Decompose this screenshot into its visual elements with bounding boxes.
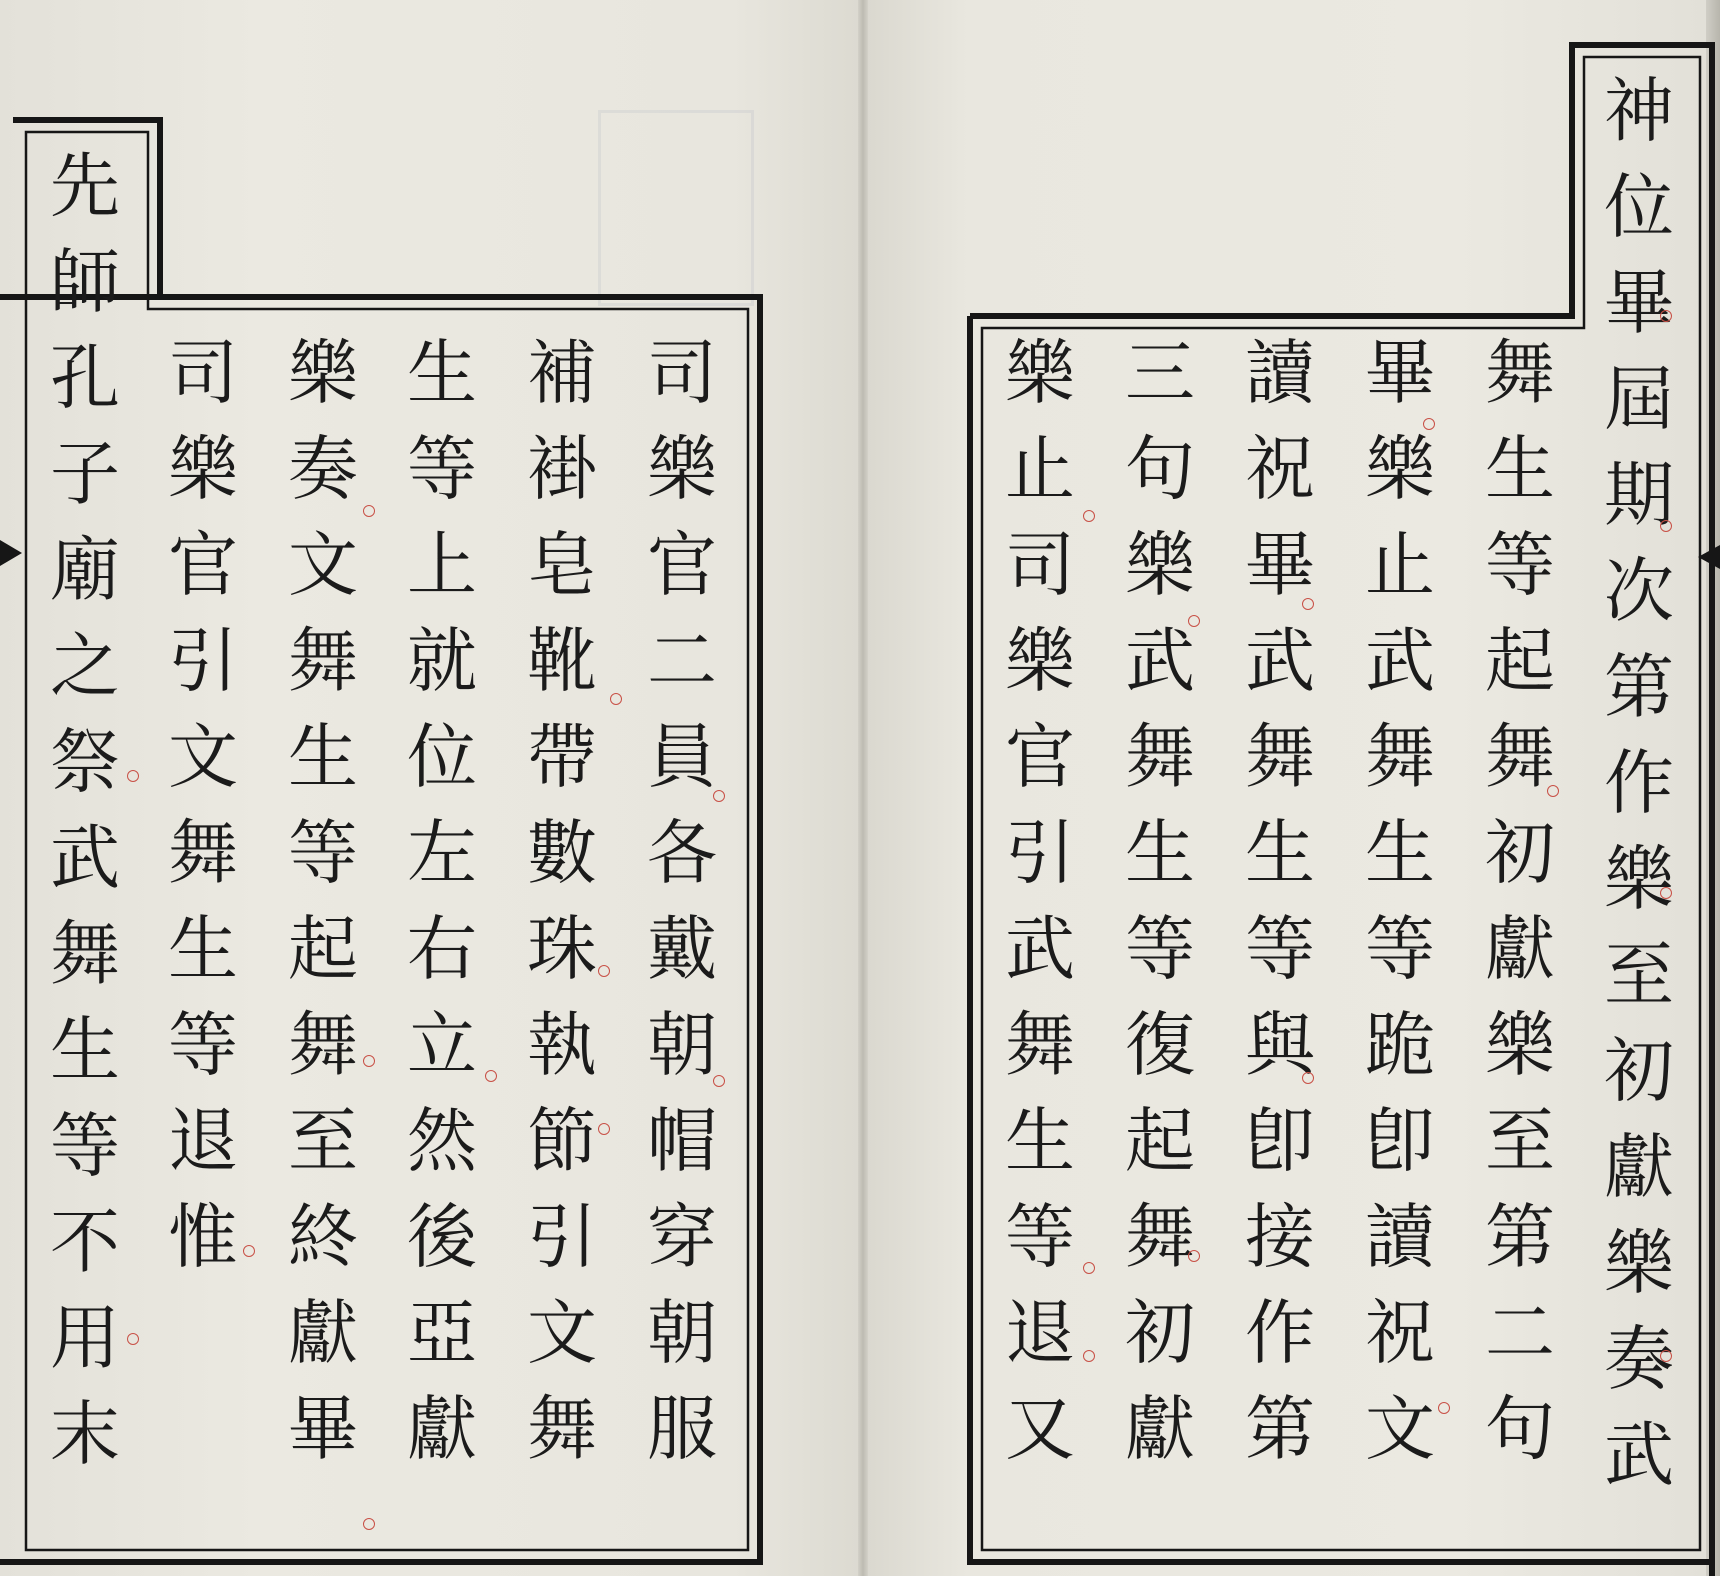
glyph: 卽 [1245,1100,1315,1182]
glyph: 武 [1604,1414,1674,1496]
left-column-5 [161,325,245,1285]
left-column-3 [400,325,484,1477]
glyph: 司 [647,332,717,414]
glyph: 朝 [647,1292,717,1374]
glyph: 樂 [168,428,238,510]
left-heading-column [43,138,127,1482]
punctuation-mark [363,1055,375,1067]
glyph: 獻 [1125,1388,1195,1470]
left-column-4 [281,325,365,1477]
glyph: 至 [1604,934,1674,1016]
glyph: 退 [1005,1292,1075,1374]
glyph: 期 [1604,454,1674,536]
glyph: 文 [168,716,238,798]
glyph: 生 [407,332,477,414]
right-column-1 [1478,325,1562,1477]
column-text [281,325,365,1477]
glyph: 皂 [527,524,597,606]
glyph: 數 [527,812,597,894]
glyph: 祝 [1245,428,1315,510]
glyph: 作 [1604,742,1674,824]
glyph: 舞 [1485,716,1555,798]
punctuation-mark [1660,1350,1672,1362]
glyph: 畢 [1245,524,1315,606]
glyph: 獻 [1604,1126,1674,1208]
glyph: 獻 [1485,908,1555,990]
glyph: 官 [1005,716,1075,798]
glyph: 文 [1365,1388,1435,1470]
glyph: 句 [1125,428,1195,510]
glyph: 立 [407,1004,477,1086]
glyph: 生 [1005,1100,1075,1182]
punctuation-mark [1438,1402,1450,1414]
glyph: 等 [168,1004,238,1086]
punctuation-mark [1083,1350,1095,1362]
glyph: 第 [1245,1388,1315,1470]
glyph: 三 [1125,332,1195,414]
glyph: 補 [527,332,597,414]
glyph: 上 [407,524,477,606]
glyph: 起 [288,908,358,990]
glyph: 先 [50,145,120,227]
punctuation-mark [1660,887,1672,899]
punctuation-mark [127,770,139,782]
punctuation-mark [1660,520,1672,532]
glyph: 生 [168,908,238,990]
glyph: 與 [1245,1004,1315,1086]
glyph: 帽 [647,1100,717,1182]
glyph: 用 [50,1297,120,1379]
glyph: 起 [1485,620,1555,702]
glyph: 等 [407,428,477,510]
glyph: 第 [1485,1196,1555,1278]
glyph: 樂 [647,428,717,510]
glyph: 跪 [1365,1004,1435,1086]
glyph: 武 [1005,908,1075,990]
glyph: 二 [647,620,717,702]
right-heading-column [1597,63,1681,1503]
glyph: 生 [1245,812,1315,894]
glyph: 生 [1125,812,1195,894]
column-text [43,138,127,1482]
glyph: 師 [50,241,120,323]
glyph: 子 [50,433,120,515]
glyph: 武 [1365,620,1435,702]
glyph: 惟 [168,1196,238,1278]
glyph: 樂 [1005,620,1075,702]
glyph: 句 [1485,1388,1555,1470]
glyph: 廟 [50,529,120,611]
glyph: 畢 [1604,262,1674,344]
glyph: 服 [647,1388,717,1470]
glyph: 獻 [288,1292,358,1374]
punctuation-mark [127,1333,139,1345]
glyph: 舞 [288,1004,358,1086]
glyph: 後 [407,1196,477,1278]
glyph: 等 [1125,908,1195,990]
glyph: 樂 [1485,1004,1555,1086]
glyph: 節 [527,1100,597,1182]
glyph: 舞 [1005,1004,1075,1086]
glyph: 引 [1005,812,1075,894]
glyph: 位 [407,716,477,798]
punctuation-mark [243,1245,255,1257]
glyph: 司 [168,332,238,414]
punctuation-mark [363,1518,375,1530]
glyph: 舞 [168,812,238,894]
glyph: 文 [527,1292,597,1374]
glyph: 舞 [527,1388,597,1470]
right-column-5 [998,325,1082,1477]
glyph: 復 [1125,1004,1195,1086]
glyph: 孔 [50,337,120,419]
glyph: 畢 [288,1388,358,1470]
column-text [640,325,724,1477]
glyph: 武 [50,817,120,899]
glyph: 初 [1604,1030,1674,1112]
column-text [1478,325,1562,1477]
column-text [1118,325,1202,1477]
glyph: 樂 [288,332,358,414]
glyph: 等 [1005,1196,1075,1278]
punctuation-mark [1423,418,1435,430]
glyph: 卽 [1365,1100,1435,1182]
glyph: 獻 [407,1388,477,1470]
glyph: 文 [288,524,358,606]
glyph: 樂 [1604,838,1674,920]
glyph: 之 [50,625,120,707]
glyph: 就 [407,620,477,702]
glyph: 屆 [1604,358,1674,440]
glyph: 又 [1005,1388,1075,1470]
glyph: 初 [1485,812,1555,894]
left-fishtail [0,540,22,566]
glyph: 司 [1005,524,1075,606]
glyph: 初 [1125,1292,1195,1374]
glyph: 引 [168,620,238,702]
glyph: 生 [1485,428,1555,510]
glyph: 二 [1485,1292,1555,1374]
glyph: 至 [288,1100,358,1182]
glyph: 引 [527,1196,597,1278]
glyph: 舞 [1125,716,1195,798]
glyph: 武 [1245,620,1315,702]
glyph: 戴 [647,908,717,990]
punctuation-mark [1302,598,1314,610]
glyph: 舞 [1125,1196,1195,1278]
glyph: 朝 [647,1004,717,1086]
column-text [1597,63,1681,1503]
glyph: 亞 [407,1292,477,1374]
punctuation-mark [713,1075,725,1087]
glyph: 奏 [288,428,358,510]
punctuation-mark [598,1123,610,1135]
column-text [520,325,604,1477]
punctuation-mark [1660,310,1672,322]
glyph: 終 [288,1196,358,1278]
glyph: 止 [1365,524,1435,606]
glyph: 生 [288,716,358,798]
glyph: 祭 [50,721,120,803]
glyph: 官 [168,524,238,606]
punctuation-mark [1188,615,1200,627]
glyph: 褂 [527,428,597,510]
glyph: 生 [50,1009,120,1091]
glyph: 樂 [1005,332,1075,414]
glyph: 樂 [1604,1222,1674,1304]
glyph: 各 [647,812,717,894]
glyph: 靴 [527,620,597,702]
glyph: 等 [1245,908,1315,990]
glyph: 舞 [1245,716,1315,798]
glyph: 位 [1604,166,1674,248]
glyph: 舞 [1365,716,1435,798]
glyph: 次 [1604,550,1674,632]
right-frame-inner [982,57,1700,1550]
glyph: 員 [647,716,717,798]
glyph: 退 [168,1100,238,1182]
punctuation-mark [610,693,622,705]
glyph: 左 [407,812,477,894]
glyph: 止 [1005,428,1075,510]
right-column-4 [1118,325,1202,1477]
glyph: 至 [1485,1100,1555,1182]
glyph: 等 [1485,524,1555,606]
glyph: 樂 [1365,428,1435,510]
glyph: 武 [1125,620,1195,702]
glyph: 等 [50,1105,120,1187]
column-text [998,325,1082,1477]
glyph: 穿 [647,1196,717,1278]
glyph: 生 [1365,812,1435,894]
glyph: 珠 [527,908,597,990]
glyph: 舞 [288,620,358,702]
glyph: 官 [647,524,717,606]
column-text [1358,325,1442,1477]
punctuation-mark [363,505,375,517]
glyph: 作 [1245,1292,1315,1374]
punctuation-mark [1547,785,1559,797]
left-column-2 [520,325,604,1477]
glyph: 右 [407,908,477,990]
glyph: 然 [407,1100,477,1182]
right-column-3 [1238,325,1322,1477]
glyph: 等 [1365,908,1435,990]
punctuation-mark [1083,510,1095,522]
punctuation-mark [485,1070,497,1082]
glyph: 畢 [1365,332,1435,414]
glyph: 祝 [1365,1292,1435,1374]
glyph: 末 [50,1393,120,1475]
glyph: 樂 [1125,524,1195,606]
glyph: 等 [288,812,358,894]
glyph: 奏 [1604,1318,1674,1400]
glyph: 讀 [1245,332,1315,414]
glyph: 執 [527,1004,597,1086]
glyph: 舞 [50,913,120,995]
left-column-1 [640,325,724,1477]
column-text [161,325,245,1285]
column-text [400,325,484,1477]
punctuation-mark [1083,1262,1095,1274]
punctuation-mark [1188,1250,1200,1262]
glyph: 接 [1245,1196,1315,1278]
glyph: 不 [50,1201,120,1283]
glyph: 帶 [527,716,597,798]
punctuation-mark [1302,1072,1314,1084]
punctuation-mark [713,790,725,802]
punctuation-mark [598,965,610,977]
glyph: 神 [1604,70,1674,152]
glyph: 舞 [1485,332,1555,414]
column-text [1238,325,1322,1477]
glyph: 起 [1125,1100,1195,1182]
glyph: 讀 [1365,1196,1435,1278]
glyph: 第 [1604,646,1674,728]
right-column-2 [1358,325,1442,1477]
